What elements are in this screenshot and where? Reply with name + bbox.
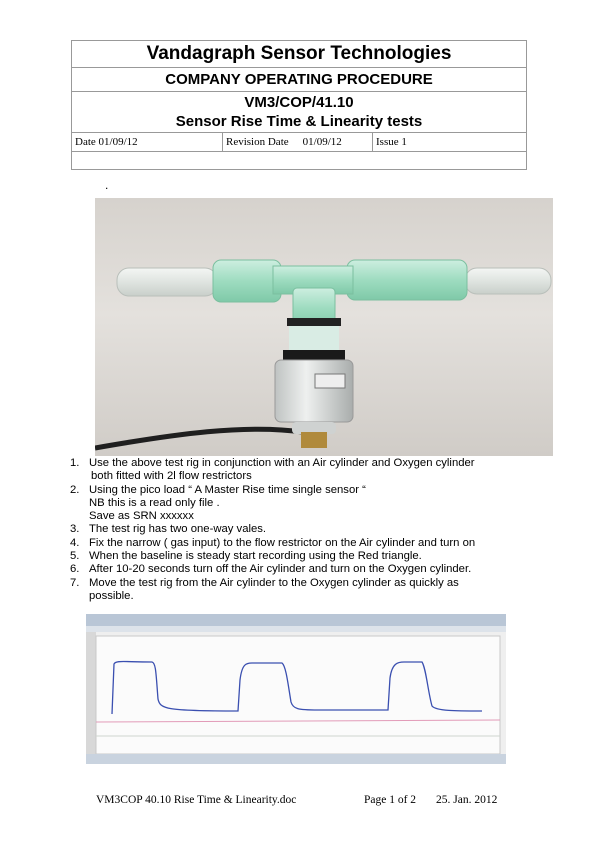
- step-3: 3. The test rig has two one-way vales.: [70, 523, 267, 536]
- rise-time-screenshot: [86, 614, 506, 764]
- procedure-steps: [70, 457, 540, 603]
- step-6: 6. After 10-20 seconds turn off the Air cylinder and turn on the Oxygen cylinder.: [70, 563, 472, 576]
- procedure-heading: COMPANY OPERATING PROCEDURE: [72, 68, 527, 92]
- step-1: 1. Use the above test rig in conjunction with an Air cylinder and Oxygen cylinder both fitted with 2l flow restrictors: [70, 457, 475, 483]
- revision-label: Revision Date: [226, 136, 289, 148]
- stray-bullet: .: [105, 178, 109, 192]
- document-header-table: [71, 40, 527, 170]
- document-title-cell: [72, 92, 527, 133]
- step-5: 5. When the baseline is steady start recording using the Red triangle.: [70, 550, 422, 563]
- company-name: Vandagraph Sensor Technologies: [72, 41, 527, 68]
- revision-cell: [223, 133, 373, 152]
- footer-filename: VM3COP 40.10 Rise Time & Linearity.doc: [96, 794, 297, 806]
- test-rig-photo: [95, 198, 553, 456]
- revision-date: 01/09/12: [302, 136, 342, 148]
- rise-time-trace-illustration: [86, 614, 506, 764]
- step-7: 7. Move the test rig from the Air cylinder to the Oxygen cylinder as quickly as possible.: [70, 576, 459, 602]
- footer-date: 25. Jan. 2012: [436, 794, 498, 806]
- date-cell: Date 01/09/12: [72, 133, 223, 152]
- issue-cell: Issue 1: [373, 133, 527, 152]
- document-title: Sensor Rise Time & Linearity tests: [175, 113, 423, 130]
- blank-row: [72, 152, 527, 170]
- footer-page-number: Page 1 of 2: [364, 794, 417, 806]
- document-number: VM3/COP/41.10: [244, 94, 354, 111]
- test-rig-illustration: [95, 198, 553, 456]
- step-4: 4. Fix the narrow ( gas input) to the flow restrictor on the Air cylinder and turn on: [70, 536, 476, 549]
- step-2: 2. Using the pico load “ A Master Rise time single sensor “ NB this is a read only file . Save as SRN xxxxxx: [70, 483, 366, 523]
